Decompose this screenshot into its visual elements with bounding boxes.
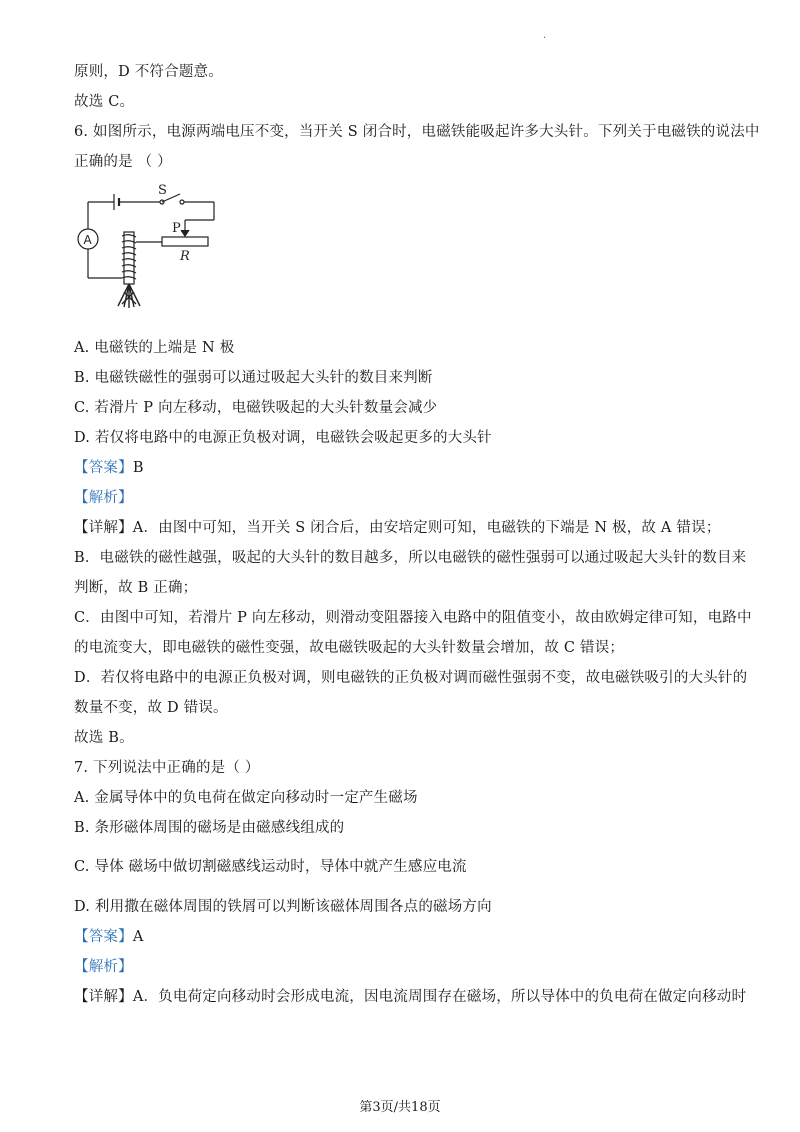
switch-contact (180, 200, 184, 204)
answer-tag: 【答案】 (74, 460, 133, 476)
answer-value: B (132, 460, 144, 476)
text-line: 判断，故 B 正确； (74, 580, 198, 596)
label-a: A (83, 233, 92, 247)
text-line: B．电磁铁的磁性越强，吸起的大头针的数目越多，所以电磁铁的磁性强弱可以通过吸起大头针的数目来 (74, 550, 747, 566)
text-line: 的电流变大，即电磁铁的磁性变强，故电磁铁吸起的大头针数量会增加，故 C 错误； (74, 640, 625, 656)
detail-line (74, 987, 746, 1007)
detail-text: A．负电荷定向移动时会形成电流，因电流周围存在磁场，所以导体中的负电荷在做定向移动时 (132, 989, 747, 1005)
label-s: S (158, 183, 167, 198)
question-6-stem: 6. 如图所示，电源两端电压不变，当开关 S 闭合时，电磁铁能吸起许多大头针。下列关于电磁铁的说法中 (74, 124, 760, 140)
detail-line: 【详解】A．由图中可知，当开关 S 闭合后，由安培定则可知，电磁铁的下端是 N 极，故 A 错误； (74, 520, 721, 536)
option-a: A. 电磁铁的上端是 N 极 (74, 340, 235, 356)
label-p: P (172, 221, 181, 236)
detail-tag: 【详解】 (74, 989, 133, 1005)
question-7-stem: 7. 下列说法中正确的是（ ） (74, 760, 260, 776)
answer-value: A (132, 929, 144, 945)
text-line: 故选 B。 (74, 730, 134, 746)
option-c: C. 导体 磁场中做切割磁感线运动时，导体中就产生感应电流 (74, 859, 467, 875)
text-line: 故选 C。 (74, 94, 135, 110)
answer-tag: 【答案】 (74, 929, 133, 945)
answer-line (74, 927, 143, 947)
analysis-line (74, 957, 133, 977)
text-line: C．由图中可知，若滑片 P 向左移动，则滑动变阻器接入电路中的阻值变小，故由欧姆定律可知，电路中 (74, 610, 752, 626)
analysis-tag: 【解析】 (74, 959, 133, 975)
option-a: A. 金属导体中的负电荷在做定向移动时一定产生磁场 (74, 790, 418, 806)
analysis-line (74, 488, 133, 508)
pins (118, 284, 140, 308)
page-footer: 第3页/共18页 (359, 1100, 441, 1115)
option-c: C. 若滑片 P 向左移动，电磁铁吸起的大头针数量会减少 (74, 400, 438, 416)
question-6-stem-cont: 正确的是 （ ） (74, 154, 172, 170)
option-d: D. 利用撒在磁体周围的铁屑可以判断该磁体周围各点的磁场方向 (74, 899, 492, 915)
label-r: R (180, 249, 190, 264)
option-d: D. 若仅将电路中的电源正负极对调，电磁铁会吸起更多的大头针 (74, 430, 492, 446)
circuit-diagram (74, 180, 224, 315)
text-line: 数量不变，故 D 错误。 (74, 700, 228, 716)
text-line: D．若仅将电路中的电源正负极对调，则电磁铁的正负极对调而磁性强弱不变，故电磁铁吸引的大头针的 (74, 670, 748, 686)
text-line: 原则，D 不符合题意。 (74, 64, 223, 80)
answer-line (74, 458, 144, 478)
analysis-tag: 【解析】 (74, 490, 133, 506)
rheostat-r (162, 237, 208, 246)
option-b: B. 条形磁体周围的磁场是由磁感线组成的 (74, 820, 345, 836)
option-b: B. 电磁铁磁性的强弱可以通过吸起大头针的数目来判断 (74, 370, 433, 386)
header-dot: . (543, 30, 547, 41)
